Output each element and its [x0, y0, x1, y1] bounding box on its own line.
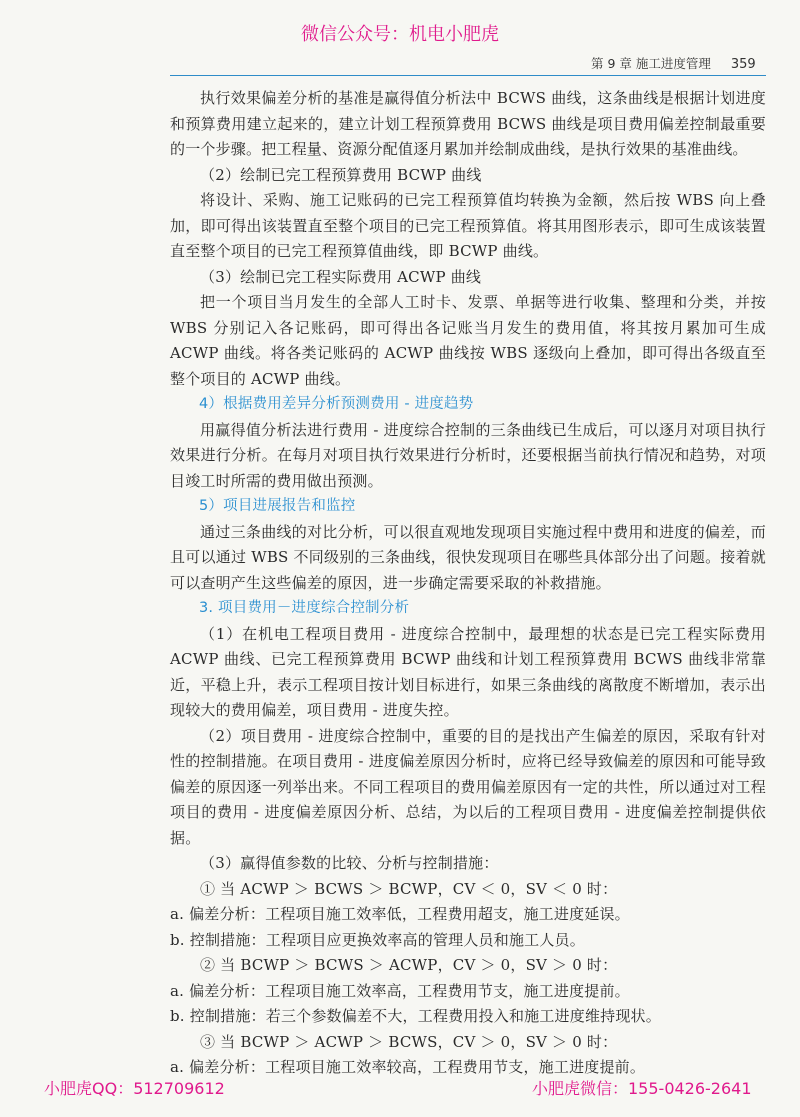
subheading-bcwp-curve: （2）绘制已完工程预算费用 BCWP 曲线 [200, 165, 482, 184]
paragraph-report: 通过三条曲线的对比分析，可以很直观地发现项目实施过程中费用和进度的偏差，而且可以通过 WBS 不同级别的三条曲线，很快发现项目在哪些具体部分出了问题。接着就可以查明产生这些偏差的原因，进一步确定需要采取的补救措施。 [170, 522, 766, 592]
paragraph-analysis-1: （1）在机电工程项目费用 - 进度综合控制中，最理想的状态是已完工程实际费用 ACWP 曲线、已完工程预算费用 BCWP 曲线和计划工程预算费用 BCWS 曲线非常靠近，平稳上升，表示工程项目按计划目标进行，如果三条曲线的离散度不断增加，表示出现较大的费用偏差，项目费用 - 进度失控。 [170, 624, 766, 719]
section-heading-analysis: 3. 项目费用－进度综合控制分析 [199, 600, 410, 616]
chapter-title: 第 9 章 施工进度管理 [591, 56, 711, 71]
watermark-wechat-phone: 小肥虎微信：155-0426-2641 [532, 1079, 752, 1098]
paragraph-acwp: 把一个项目当月发生的全部人工时卡、发票、单据等进行收集、整理和分类，并按 WBS 分别记入各记账码，即可得出各记账当月发生的费用值，将其按月累加可生成 ACWP 曲线。将各类记账码的 ACWP 曲线按 WBS 逐级向上叠加，即可得出各级直至整个项目的 ACWP 曲线。 [170, 293, 766, 388]
paragraph-bcws-baseline: 执行效果偏差分析的基准是赢得值分析法中 BCWS 曲线，这条曲线是根据计划进度和预算费用建立起来的，建立计划工程预算费用 BCWS 曲线是项目费用偏差控制最重要的一个步骤。把工程量、资源分配值逐月累加并绘制成曲线，是执行效果的基准曲线。 [170, 89, 766, 158]
page-number: 359 [730, 57, 756, 72]
case-3-condition: ③ 当 BCWP ＞ ACWP ＞ BCWS，CV ＞ 0，SV ＞ 0 时： [200, 1032, 618, 1051]
paragraph-bcwp: 将设计、采购、施工记账码的已完工程预算值均转换为金额，然后按 WBS 向上叠加，即可得出该装置直至整个项目的已完工程预算值。将其用图形表示，即可生成该装置直至整个项目的已完工程预算值曲线，即 BCWP 曲线。 [170, 191, 766, 260]
case-1-analysis: a. 偏差分析：工程项目施工效率低，工程费用超支，施工进度延误。 [170, 905, 630, 923]
case-1-condition: ① 当 ACWP ＞ BCWS ＞ BCWP，CV ＜ 0，SV ＜ 0 时： [200, 879, 618, 898]
running-header [591, 54, 756, 72]
case-2-measure: b. 控制措施：若三个参数偏差不大，工程费用投入和施工进度维持现状。 [170, 1007, 661, 1025]
case-2-analysis: a. 偏差分析：工程项目施工效率高，工程费用节支，施工进度提前。 [170, 981, 630, 1000]
section-heading-forecast: 4）根据费用差异分析预测费用 - 进度趋势 [199, 396, 474, 412]
watermark-wechat-account: 微信公众号：机电小肥虎 [301, 24, 499, 45]
case-2-condition: ② 当 BCWP ＞ BCWS ＞ ACWP，CV ＞ 0，SV ＞ 0 时： [200, 956, 618, 974]
paragraph-forecast: 用赢得值分析法进行费用 - 进度综合控制的三条曲线已生成后，可以逐月对项目执行效果进行分析。在每月对项目执行效果进行分析时，还要根据当前执行情况和趋势，对项目竣工时所需的费用做出预测。 [170, 420, 766, 490]
case-1-measure: b. 控制措施：工程项目应更换效率高的管理人员和施工人员。 [170, 930, 585, 949]
subheading-acwp-curve: （3）绘制已完工程实际费用 ACWP 曲线 [200, 267, 482, 286]
case-3-analysis: a. 偏差分析：工程项目施工效率较高，工程费用节支，施工进度提前。 [170, 1058, 646, 1076]
watermark-qq: 小肥虎QQ：512709612 [44, 1079, 225, 1098]
page-body [170, 86, 766, 1081]
header-rule [170, 75, 766, 76]
list-intro: （3）赢得值参数的比较、分析与控制措施： [200, 854, 499, 872]
section-heading-report: 5）项目进展报告和监控 [199, 498, 356, 514]
paragraph-analysis-2: （2）项目费用 - 进度综合控制中，重要的目的是找出产生偏差的原因，采取有针对性的控制措施。在项目费用 - 进度偏差原因分析时，应将已经导致偏差的原因和可能导致偏差的原因逐一列举出来。不同工程项目的费用偏差原因有一定的共性，所以通过对工程项目的费用 - 进度偏差原因分析、总结，为以后的工程项目费用 - 进度偏差控制提供依据。 [170, 726, 766, 847]
